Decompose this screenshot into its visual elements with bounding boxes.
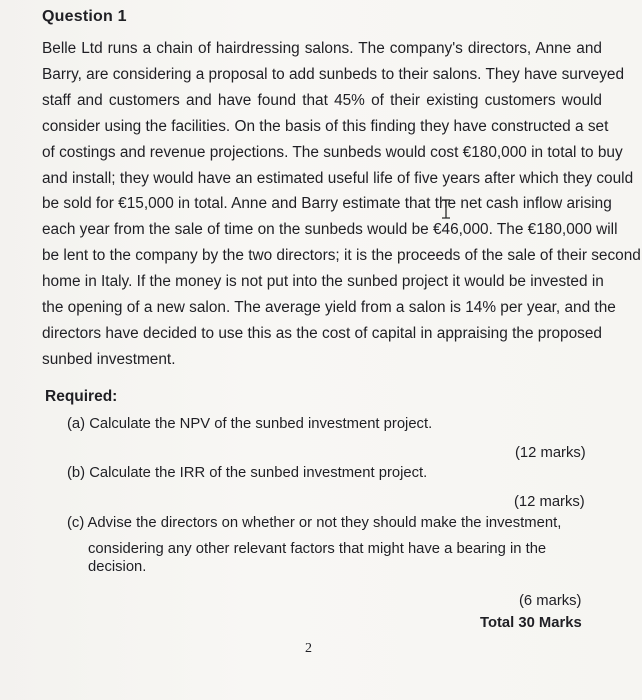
marks-c: (6 marks) [519,593,582,609]
body-line: consider using the facilities. On the basis of this finding they have constructed a set [42,117,609,135]
required-item-b: (b) Calculate the IRR of the sunbed investment project. [67,465,428,481]
required-item-c: (c) Advise the directors on whether or not they should make the investment, [67,515,562,531]
question-body [42,36,641,373]
marks-b: (12 marks) [514,494,585,510]
page-number: 2 [305,641,312,656]
body-line: home in Italy. If the money is not put into the sunbed project it would be invested in [42,273,604,291]
body-line: staff and customers and have found that 45% of their existing customers would [42,91,602,109]
body-line: be lent to the company by the two directors; it is the proceeds of the sale of their second [42,247,641,265]
body-line: be sold for €15,000 in total. Anne and Barry estimate that the net cash inflow arising [42,195,612,213]
marks-a: (12 marks) [515,445,586,461]
body-line: sunbed investment. [42,350,176,368]
body-line: and install; they would have an estimated useful life of five years after which they could [42,169,634,187]
body-line: Belle Ltd runs a chain of hairdressing salons. The company's directors, Anne and [42,40,602,57]
body-line: the opening of a new salon. The average yield from a salon is 14% per year, and the [42,299,616,317]
question-title: Question 1 [42,8,127,25]
required-item-a: (a) Calculate the NPV of the sunbed investment project. [67,416,433,432]
body-line: each year from the sale of time on the sunbeds would be €46,000. The €180,000 will [42,221,618,239]
required-heading: Required: [45,388,118,405]
body-line: Barry, are considering a proposal to add sunbeds to their salons. They have surveyed [42,65,625,83]
required-item-c-line2: considering any other relevant factors that might have a bearing in the [88,541,547,557]
body-line: directors have decided to use this as the cost of capital in appraising the proposed [42,324,602,342]
body-line: of costings and revenue projections. The sunbeds would cost €180,000 in total to buy [42,143,623,161]
required-item-c-line3: decision. [88,559,147,575]
total-marks: Total 30 Marks [480,615,582,631]
text-cursor-icon [441,199,451,219]
